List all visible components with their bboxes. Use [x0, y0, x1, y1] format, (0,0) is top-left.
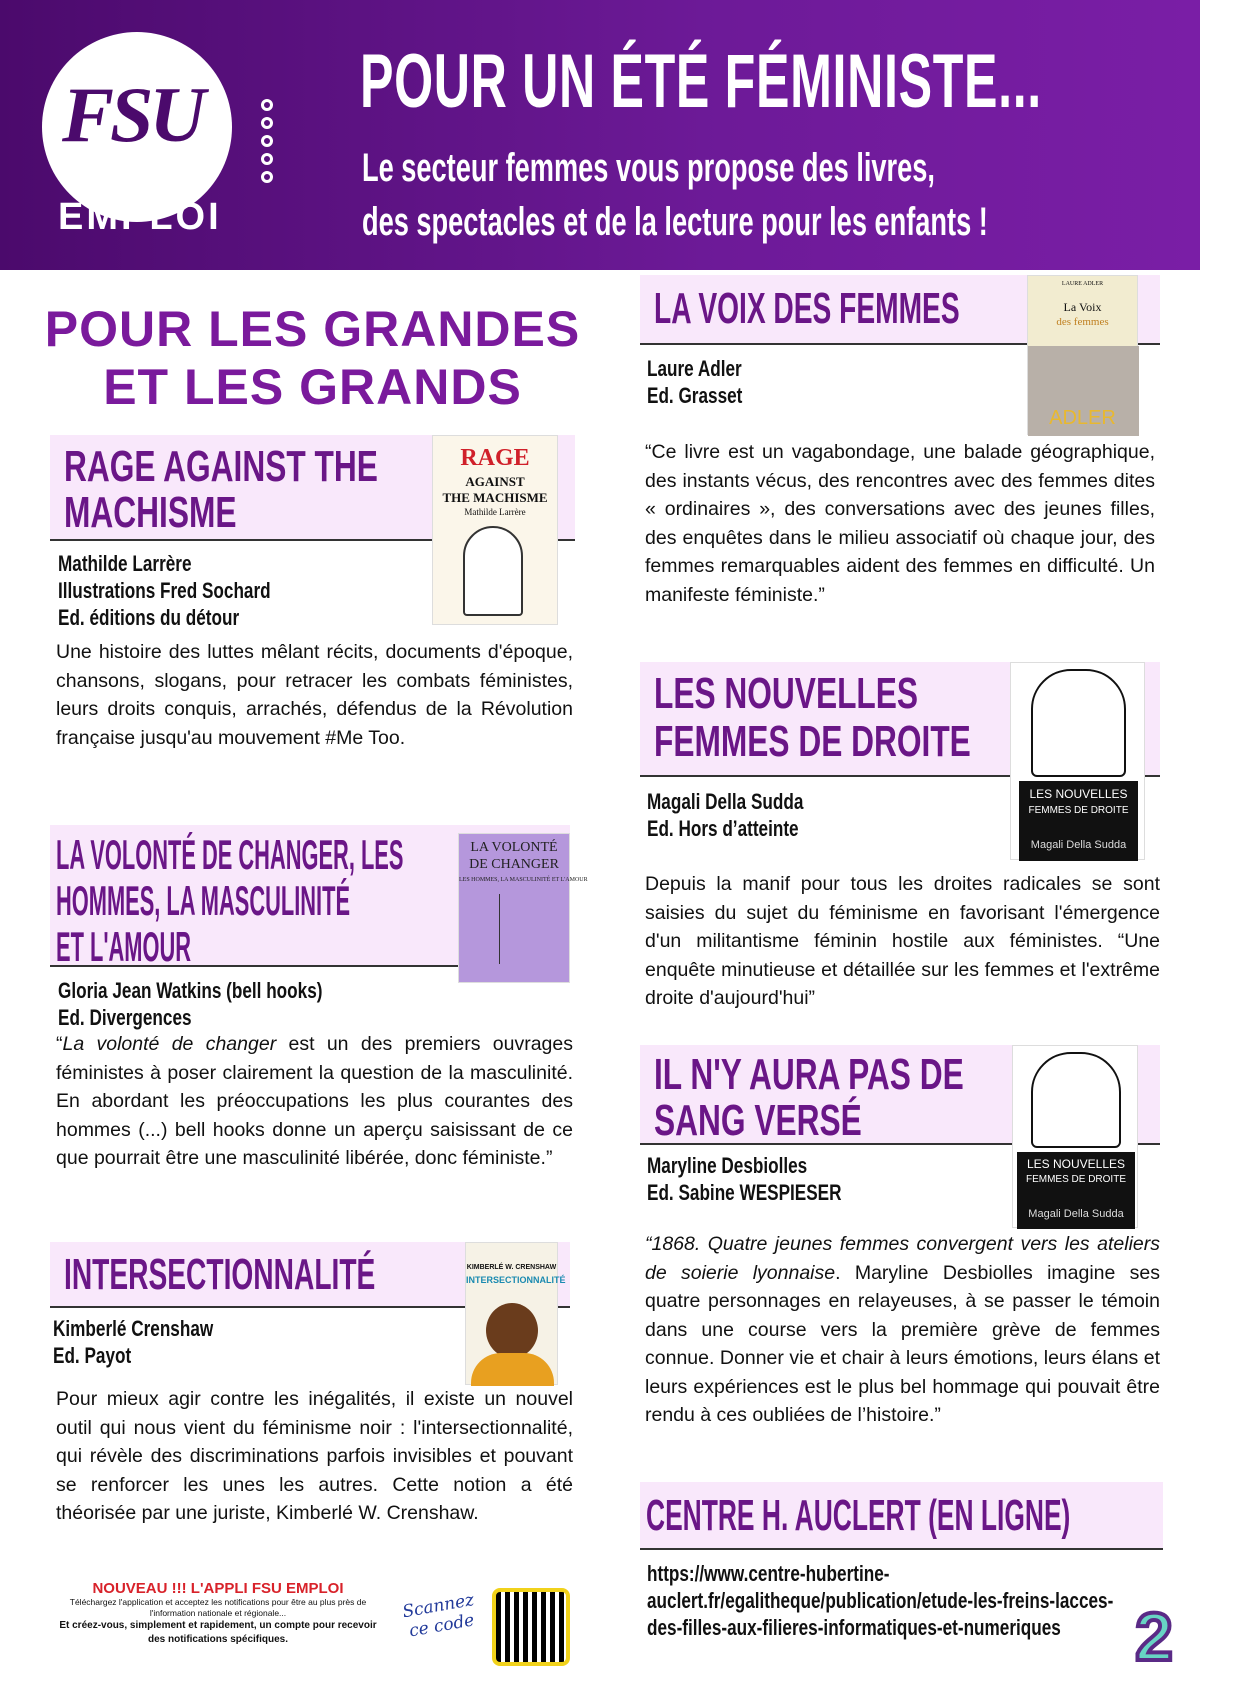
book-title: LA VOIX DES FEMMES [654, 284, 960, 333]
cover-text: LES NOUVELLES [1026, 1157, 1126, 1171]
section-title [40, 300, 585, 416]
text-line: Mathilde Larrère [58, 551, 192, 576]
page-number-badge: 2 [1135, 1599, 1173, 1675]
text-line: https://www.centre-hubertine- [647, 1561, 890, 1586]
subtitle-line2: des spectacles et de la lecture pour les enfants ! [362, 200, 988, 244]
text-line: “ [56, 1033, 63, 1055]
cover-text: LES NOUVELLES [1029, 787, 1128, 801]
centre-header [640, 1482, 1163, 1550]
text-line: . Maryline Desbiolles imagine ses quatre personnages en relayeuses, à se passer le témoin dans une course vers la première grève de femmes connue. Donner vie et chair à leurs émotions, leurs élans et leurs expériences est le plus bel hommage qui pouvait être rendu à ces oubliées de l’histoire.” [645, 1261, 1161, 1426]
book-title: RAGE AGAINST THE [64, 442, 378, 491]
cover-text: Mathilde Larrère [464, 507, 526, 517]
book-meta [58, 550, 331, 631]
page-title: POUR UN ÉTÉ FÉMINISTE... [360, 39, 1042, 124]
book-cover-rage [432, 435, 558, 625]
text-line: Ed. Sabine WESPIESER [647, 1180, 842, 1205]
text-line: Illustrations Fred Sochard [58, 578, 271, 603]
cover-text: INTERSECTIONNALITÉ [466, 1275, 566, 1285]
book-cover-nouvelles [1010, 662, 1145, 860]
book-meta [58, 977, 397, 1031]
text-line: est un des premiers ouvrages féministes à poser clairement la question de la masculinité. En abordant les préoccupations les plus courantes des hommes (...) bell hooks donne un aperçu saisissant de ce que pourrait être une masculinité libérée, donc féministe.” [56, 1033, 573, 1169]
cover-author: Magali Della Sudda [1028, 1208, 1124, 1220]
book-title: MACHISME [64, 488, 237, 537]
book-description [56, 1030, 573, 1173]
book-meta [53, 1315, 258, 1369]
text-line: des-filles-aux-filieres-informatiques-et-numeriques [647, 1615, 1061, 1640]
book-description: Depuis la manif pour tous les droites radicales se sont saisies du sujet du féminisme en favorisant l'émergence d'un militantisme féminin hostile aux féministes. “Une enquête minutieuse et détaillée sur les femmes et l'extrême droite d'aujourd'hui” [645, 873, 1160, 1009]
book-title: LES NOUVELLES [654, 669, 919, 718]
app-promo-text: Téléchargez l'application et acceptez les notifications pour être au plus près de l'information nationale et régionale... [69, 1597, 367, 1618]
cover-text: AGAINST [465, 474, 525, 489]
book-title: LA VOLONTÉ DE CHANGER, LES [56, 831, 404, 878]
cover-text: DE CHANGER [469, 857, 559, 872]
decoration [261, 135, 273, 147]
app-promo [58, 1580, 378, 1647]
text-line: “1868. Quatre jeunes femmes convergent vers les ateliers de soierie lyonnaise [645, 1233, 1160, 1284]
cover-text: des femmes [1056, 316, 1109, 328]
decoration [261, 171, 273, 183]
cover-illustration [463, 526, 523, 616]
book-title: HOMMES, LA MASCULINITÉ [56, 877, 351, 924]
text-line: Maryline Desbiolles [647, 1153, 808, 1178]
logo-subtext: EMPLOI [58, 196, 222, 238]
cover-illustration [471, 1353, 554, 1386]
book-description: Une histoire des luttes mêlant récits, documents d'époque, chansons, slogans, pour retracer les combats féministes, leurs droits conquis, arrachés, défendus de la Révolution française jusqu'au mouvement #Me Too. [56, 641, 573, 749]
text-line: Ed. Divergences [58, 1005, 192, 1030]
scan-label: Scannez ce code [400, 1590, 476, 1642]
qr-code[interactable] [492, 1588, 570, 1666]
text-line: Ed. Hors d’atteinte [647, 816, 799, 841]
text-line: Magali Della Sudda [647, 789, 804, 814]
cover-illustration [1031, 669, 1126, 777]
book-meta [647, 788, 848, 842]
book-description: “Ce livre est un vagabondage, une balade géographique, des instants vécus, des rencontres avec des femmes dites « ordinaires », des conversations avec des jeunes filles, des enquêtes dans le milieu associatif où chaque jour, des femmes remarquables aident des femmes en difficulté. Un manifeste féministe.” [645, 441, 1155, 606]
text-line: La volonté de changer [62, 1033, 277, 1055]
cover-text: RAGE [460, 445, 530, 471]
cover-text: LA VOLONTÉ [470, 840, 558, 855]
book-title: IL N'Y AURA PAS DE [654, 1050, 964, 1099]
book-description: Pour mieux agir contre les inégalités, il existe un nouvel outil qui nous vient du féminisme noir : l'intersectionnalité, qui révèle des discriminations parfois invisibles et pouvant se renforcer les unes les autres. Cette notion a été théorisée par une juriste, Kimberlé W. Crenshaw. [56, 1388, 573, 1524]
cover-text: La Voix [1063, 300, 1102, 314]
cover-text: KIMBERLÉ W. CRENSHAW [466, 1264, 557, 1271]
logo-text: FSU [62, 71, 202, 158]
book-cover-sang [1012, 1045, 1138, 1228]
cover-panel [1019, 781, 1138, 861]
subtitle-line1: Le secteur femmes vous propose des livres, [362, 146, 935, 190]
text-line: Ed. Payot [53, 1343, 132, 1368]
book-meta [647, 1152, 896, 1206]
text-line: Kimberlé Crenshaw [53, 1316, 214, 1341]
cover-author: Magali Della Sudda [1030, 839, 1127, 851]
section-title-line2: ET LES GRANDS [103, 359, 522, 415]
cover-panel [1017, 1152, 1135, 1229]
book-cover-volonte [458, 833, 588, 983]
book-description [645, 1230, 1160, 1430]
cover-rule [499, 894, 500, 964]
decoration [261, 153, 273, 165]
decoration [261, 117, 273, 129]
book-cover-intersectionnalite [465, 1242, 566, 1385]
cover-text: LAURE ADLER [1061, 281, 1104, 287]
cover-text: LES HOMMES, LA MASCULINITÉ ET L'AMOUR [459, 877, 588, 883]
header-banner [0, 0, 1200, 270]
book-title: ET L'AMOUR [56, 923, 192, 970]
book-meta [647, 355, 769, 409]
text-line: auclert.fr/egalitheque/publication/etude-les-freins-lacces- [647, 1588, 1114, 1613]
text-line: Gloria Jean Watkins (bell hooks) [58, 978, 323, 1003]
cover-text: ADLER [1049, 407, 1116, 429]
section-title-line1: POUR LES GRANDES [44, 301, 581, 357]
text-line: Ed. Grasset [647, 383, 743, 408]
cover-illustration [486, 1303, 538, 1358]
app-promo-text: Et créez-vous, simplement et rapidement, un compte pour recevoir des notifications spécifiques. [59, 1620, 377, 1645]
cover-illustration [1031, 1052, 1121, 1148]
text-line: Ed. éditions du détour [58, 605, 240, 630]
book-title: INTERSECTIONNALITÉ [64, 1250, 376, 1299]
app-promo-title: NOUVEAU !!! L'APPLI FSU EMPLOI [92, 1580, 344, 1597]
decoration [261, 99, 273, 111]
logo-dots-icon [255, 95, 285, 205]
cover-text: FEMMES DE DROITE [1025, 1174, 1126, 1185]
book-title: FEMMES DE DROITE [654, 717, 971, 766]
cover-text: THE MACHISME [442, 490, 548, 505]
centre-title: CENTRE H. AUCLERT (EN LIGNE) [646, 1491, 1071, 1540]
cover-text: FEMMES DE DROITE [1028, 805, 1129, 816]
book-cover-voix [1027, 275, 1138, 435]
book-title: SANG VERSÉ [654, 1096, 862, 1145]
text-line: Laure Adler [647, 356, 742, 381]
